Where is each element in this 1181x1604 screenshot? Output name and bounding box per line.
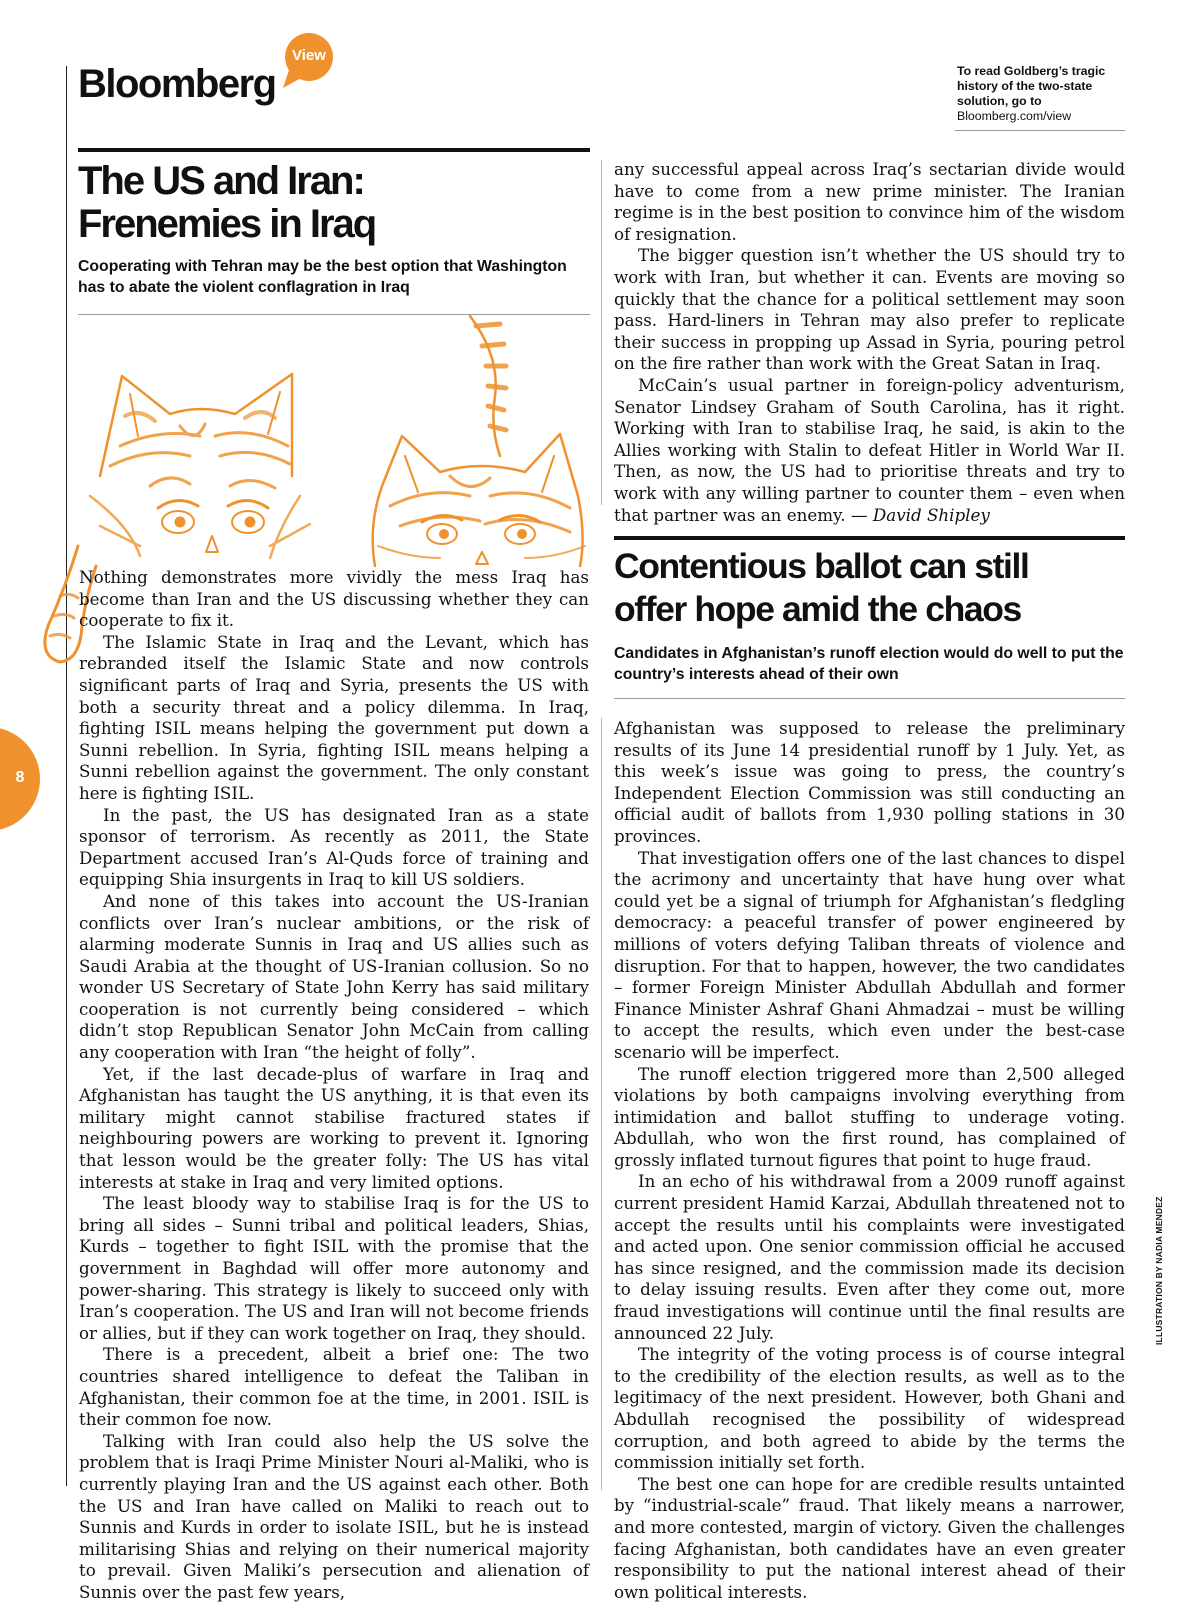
bloomberg-logo: Bloomberg xyxy=(78,62,276,106)
article1-deck: Cooperating with Tehran may be the best option that Washington has to abate the violent conflagration in Iraq xyxy=(78,258,567,296)
article1-paragraph: The bigger question isn’t whether the US should try to work with Iran, but whether it can. Events are moving so quickly that the chance for a political settlement may soon pass. Hard-liners in Tehran may also prefer to replicate their success in propping up Assad in Syria, pouring petrol on the fire rather than work with the Great Satan in Iraq. xyxy=(614,245,1125,374)
article2-headline-line1: Contentious ballot can still xyxy=(614,546,1029,586)
article1-headline xyxy=(78,160,590,246)
article1-body-column2 xyxy=(614,159,1125,526)
article2-paragraph: That investigation offers one of the last chances to dispel the acrimony and uncertainty that have hung over what could yet be a signal of triumph for Afghanistan’s fledgling democracy: a peaceful transfer of power engineered by millions of voters defying Taliban threats of violence and disruption. For that to happen, however, the two candidates – former Foreign Minister Abdullah Abdullah and former Finance Minister Ashraf Ghani Ahmadzai – must be willing to accept the results, which even under the best-case scenario will be imperfect. xyxy=(614,847,1125,1062)
article1-paragraph: The least bloody way to stabilise Iraq is for the US to bring all sides – Sunni tribal and political leaders, Shias, Kurds – together to fight ISIL with the promise that the government in Baghdad will offer more autonomy and power-sharing. This strategy is likely to succeed only with Iran’s cooperation. The US and Iran will not become friends or allies, but if they can work together on Iraq, they should. xyxy=(79,1193,589,1343)
promo-rule xyxy=(955,130,1125,131)
column-separator xyxy=(601,718,602,1490)
article1-paragraph: Nothing demonstrates more vividly the mess Iraq has become than Iran and the US discussing whether they can cooperate to fix it. xyxy=(79,567,589,631)
article1-paragraph: Talking with Iran could also help the US solve the problem that is Iraqi Prime Minister Nouri al-Maliki, who is currently playing Iran and the US against each other. Both the US and Iran have called on Maliki to reach out to Sunnis and Kurds in order to isolate ISIL, but he is instead militarising Shias and relying on their numerical majority to prevail. Given Maliki’s persecution and alienation of Sunnis over the past few years, xyxy=(79,1430,589,1602)
article1-headline-line2: Frenemies in Iraq xyxy=(78,202,376,246)
promo-text: To read Goldberg’s tragic history of the two-state solution, go to xyxy=(957,64,1106,108)
article1-paragraph: In the past, the US has designated Iran as a state sponsor of terrorism. As recently as 2011, the State Department accused Iran’s Al-Quds force of training and equipping Shia insurgents in Iraq to kill US soldiers. xyxy=(79,804,589,890)
article2-headline xyxy=(614,545,1134,631)
article2-body-column xyxy=(614,718,1125,1603)
promo-box xyxy=(957,64,1127,124)
view-label: View xyxy=(292,47,326,64)
page-number: 8 xyxy=(15,769,25,786)
column-separator xyxy=(601,160,602,505)
article1-paragraph: any successful appeal across Iraq’s sectarian divide would have to come from a new prime minister. The Iranian regime is in the best position to convince him of the wisdom of resignation. xyxy=(614,159,1125,244)
article2-deck: Candidates in Afghanistan’s runoff election would do well to put the country’s interests ahead of their own xyxy=(614,645,1124,683)
article1-headline-line1: The US and Iran: xyxy=(78,159,364,203)
article2-paragraph: Afghanistan was supposed to release the preliminary results of its June 14 presidential runoff by 1 July. Yet, as this week’s issue was going to press, the country’s Independent Election Commission was still conducting an official audit of ballots from 1,930 polling stations in 30 provinces. xyxy=(614,718,1125,846)
article2-paragraph: The runoff election triggered more than 2,500 alleged violations by both campaigns involving everything from intimidation and ballot stuffing to underage voting. Abdullah, who won the first round, has complained of grossly inflated turnout figures that point to huge fraud. xyxy=(614,1063,1125,1170)
article1-paragraph: The Islamic State in Iraq and the Levant, which has rebranded itself the Islamic State and now controls significant parts of Iraq and Syria, presents the US with both a security threat and a policy dilemma. In Iraq, fighting ISIL means helping the government put down a Sunni rebellion. In Syria, fighting ISIL means helping a Sunni rebellion against the government. The only constant here is fighting ISIL. xyxy=(79,631,589,803)
article1-paragraph-text: McCain’s usual partner in foreign-policy adventurism, Senator Lindsey Graham of South Carolina, has it right. Working with Iran to stabilise Iraq, he said, is akin to the Allies working with Stalin to defeat Hitler in World War II. Then, as now, the US had to prioritise threats and try to work with any willing partner to counter them – even when that partner was an enemy. xyxy=(614,374,1125,525)
article1-paragraph: And none of this takes into account the US-Iranian conflicts over Iran’s nuclear ambitions, or the risk of alarming moderate Sunnis in Iraq and US allies such as Saudi Arabia at the thought of US-Iranian collusion. So no wonder US Secretary of State John Kerry has said military cooperation is not currently being considered – which didn’t stop Republican Senator John McCain from calling any cooperation with Iran “the height of folly”. xyxy=(79,890,589,1063)
article2-headline-line2: offer hope amid the chaos xyxy=(614,589,1021,629)
article1-paragraph: There is a precedent, albeit a brief one: The two countries shared intelligence to defeat the Taliban in Afghanistan, their common foe at the time, in 2001. ISIL is their common foe now. xyxy=(79,1344,589,1430)
article1-byline: — David Shipley xyxy=(850,504,990,525)
article2-paragraph: In an echo of his withdrawal from a 2009 runoff against current president Hamid Karzai, Abdullah threatened not to accept the results until his complaints were investigated and acted upon. One senior commission official he accused has since resigned, and the commission made its decision to delay issuing results. Even after they come out, more fraud investigations will continue until the final results are announced 22 July. xyxy=(614,1171,1125,1343)
article1-body-column1 xyxy=(79,567,589,1604)
article1-top-rule xyxy=(78,148,590,152)
article2-top-rule xyxy=(614,536,1125,540)
illustration-credit: ILLUSTRATION BY NADIA MENDEZ xyxy=(1154,1196,1164,1345)
article1-paragraph-last xyxy=(614,375,1125,526)
promo-link[interactable]: Bloomberg.com/view xyxy=(957,109,1072,123)
article2-deck-rule xyxy=(614,698,1125,699)
article2-paragraph: The best one can hope for are credible results untainted by “industrial-scale” fraud. That likely means a narrower, and more contested, margin of victory. Given the challenges facing Afghanistan, both candidates have an even greater responsibility to put the national interest ahead of their own political interests. xyxy=(614,1473,1125,1602)
article2-paragraph: The integrity of the voting process is of course integral to the credibility of the election results, as well as to the legitimacy of the next president. However, both Ghani and Abdullah recognised the possibility of widespread corruption, and both agreed to abide by the terms the commission initially set forth. xyxy=(614,1344,1125,1473)
margin-rule xyxy=(66,66,67,1486)
article1-paragraph: Yet, if the last decade-plus of warfare in Iraq and Afghanistan has taught the US anything, it is that even its military might cannot stabilise fractured states if neighbouring powers are working to prevent it. Ignoring that lesson would be the greater folly: The US has vital interests at stake in Iraq and very limited options. xyxy=(79,1063,589,1192)
